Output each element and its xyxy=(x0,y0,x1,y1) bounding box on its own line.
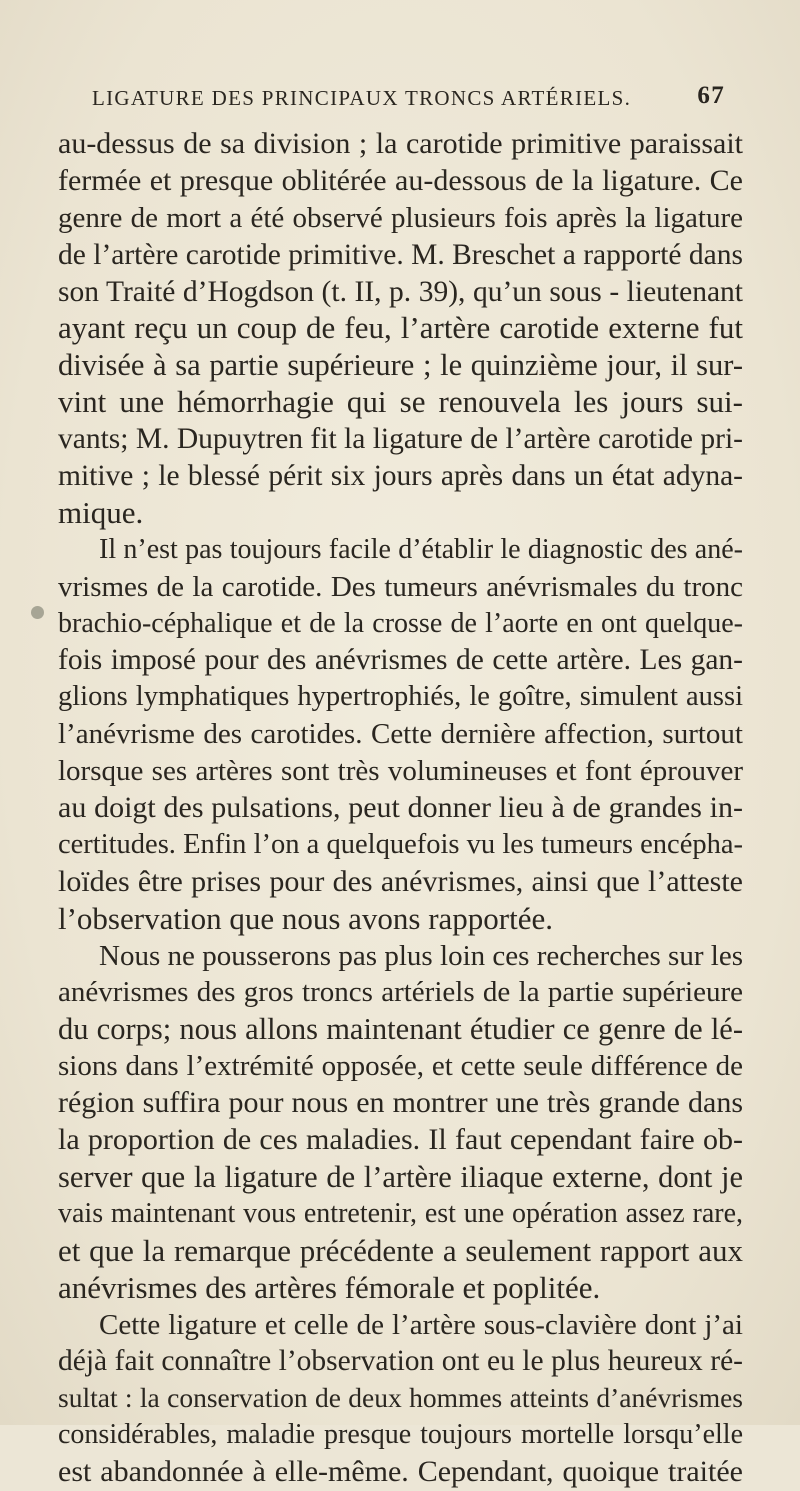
text-line: vint une hémorrhagie qui se renouvela les jours sui- xyxy=(58,384,743,420)
text-line: considérables, maladie presque toujours mortelle lorsqu’elle xyxy=(58,1419,743,1451)
text-line: la proportion de ces maladies. Il faut cependant faire ob- xyxy=(58,1123,743,1157)
text-line: glions lymphatiques hypertrophiés, le goître, simulent aussi xyxy=(58,681,743,713)
text-line: server que la ligature de l’artère iliaque externe, dont je xyxy=(58,1159,743,1194)
text-line: est abandonnée à elle-même. Cependant, quoique traitée xyxy=(58,1455,743,1489)
text-line: anévrismes des gros troncs artériels de la partie supérieure xyxy=(58,976,743,1009)
text-line: certitudes. Enfin l’on a quelquefois vu les tumeurs encépha- xyxy=(58,828,743,860)
text-line: Il n’est pas toujours facile d’établir le diagnostic des ané- xyxy=(99,533,743,565)
text-line: au doigt des pulsations, peut donner lieu à de grandes in- xyxy=(58,791,743,825)
text-line: genre de mort a été observé plusieurs fois après la ligature xyxy=(58,201,743,234)
text-line: déjà fait connaître l’observation ont eu le plus heureux ré- xyxy=(58,1345,743,1378)
text-line: Nous ne pousserons pas plus loin ces recherches sur les xyxy=(99,939,743,972)
text-line: du corps; nous allons maintenant étudier ce genre de lé- xyxy=(58,1012,743,1047)
text-line: vants; M. Dupuytren fit la ligature de l’artère carotide pri- xyxy=(58,423,743,456)
text-line: vais maintenant vous entretenir, est une opération assez rare, xyxy=(58,1197,743,1229)
text-line: vrismes de la carotide. Des tumeurs anévrismales du tronc xyxy=(58,570,743,603)
text-line: ayant reçu un coup de feu, l’artère carotide externe fut xyxy=(58,310,743,346)
text-line: loïdes être prises pour des anévrismes, ainsi que l’atteste xyxy=(58,864,743,898)
text-line: Cette ligature et celle de l’artère sous-clavière dont j’ai xyxy=(99,1308,743,1341)
text-line: et que la remarque précédente a seulement rapport aux xyxy=(58,1232,743,1268)
running-head xyxy=(92,82,725,116)
text-line: mitive ; le blessé périt six jours après dans un état adyna- xyxy=(58,460,743,493)
text-line: sultat : la conservation de deux hommes atteints d’anévrismes xyxy=(58,1382,743,1414)
text-line: l’anévrisme des carotides. Cette dernière affection, surtout xyxy=(58,718,743,751)
margin-ink-spot xyxy=(31,606,44,619)
text-line: sions dans l’extrémité opposée, et cette seule différence de xyxy=(58,1050,743,1083)
text-line: anévrismes des artères fémorale et poplitée. xyxy=(58,1269,601,1305)
text-line: mique. xyxy=(58,494,144,530)
body-text xyxy=(58,126,743,1491)
text-line: lorsque ses artères sont très volumineuses et font éprouver xyxy=(58,755,743,788)
text-line: divisée à sa partie supérieure ; le quinzième jour, il sur- xyxy=(58,348,743,383)
text-line: brachio-céphalique et de la crosse de l’aorte en ont quelque- xyxy=(58,607,743,639)
text-line: fermée et presque oblitérée au-dessous de la ligature. Ce xyxy=(58,163,743,197)
text-line: fois imposé pour des anévrismes de cette artère. Les gan- xyxy=(58,644,743,677)
text-line: de l’artère carotide primitive. M. Breschet a rapporté dans xyxy=(58,238,743,271)
running-head-title: LIGATURE DES PRINCIPAUX TRONCS ARTÉRIELS. xyxy=(92,86,632,110)
text-line: l’observation que nous avons rapportée. xyxy=(58,900,554,936)
text-line: son Traité d’Hogdson (t. II, p. 39), qu’un sous - lieutenant xyxy=(58,275,743,308)
page-number: 67 xyxy=(697,82,725,109)
text-line: au-dessus de sa division ; la carotide primitive paraissait xyxy=(58,127,743,160)
text-line: région suffira pour nous en montrer une très grande dans xyxy=(58,1086,743,1120)
